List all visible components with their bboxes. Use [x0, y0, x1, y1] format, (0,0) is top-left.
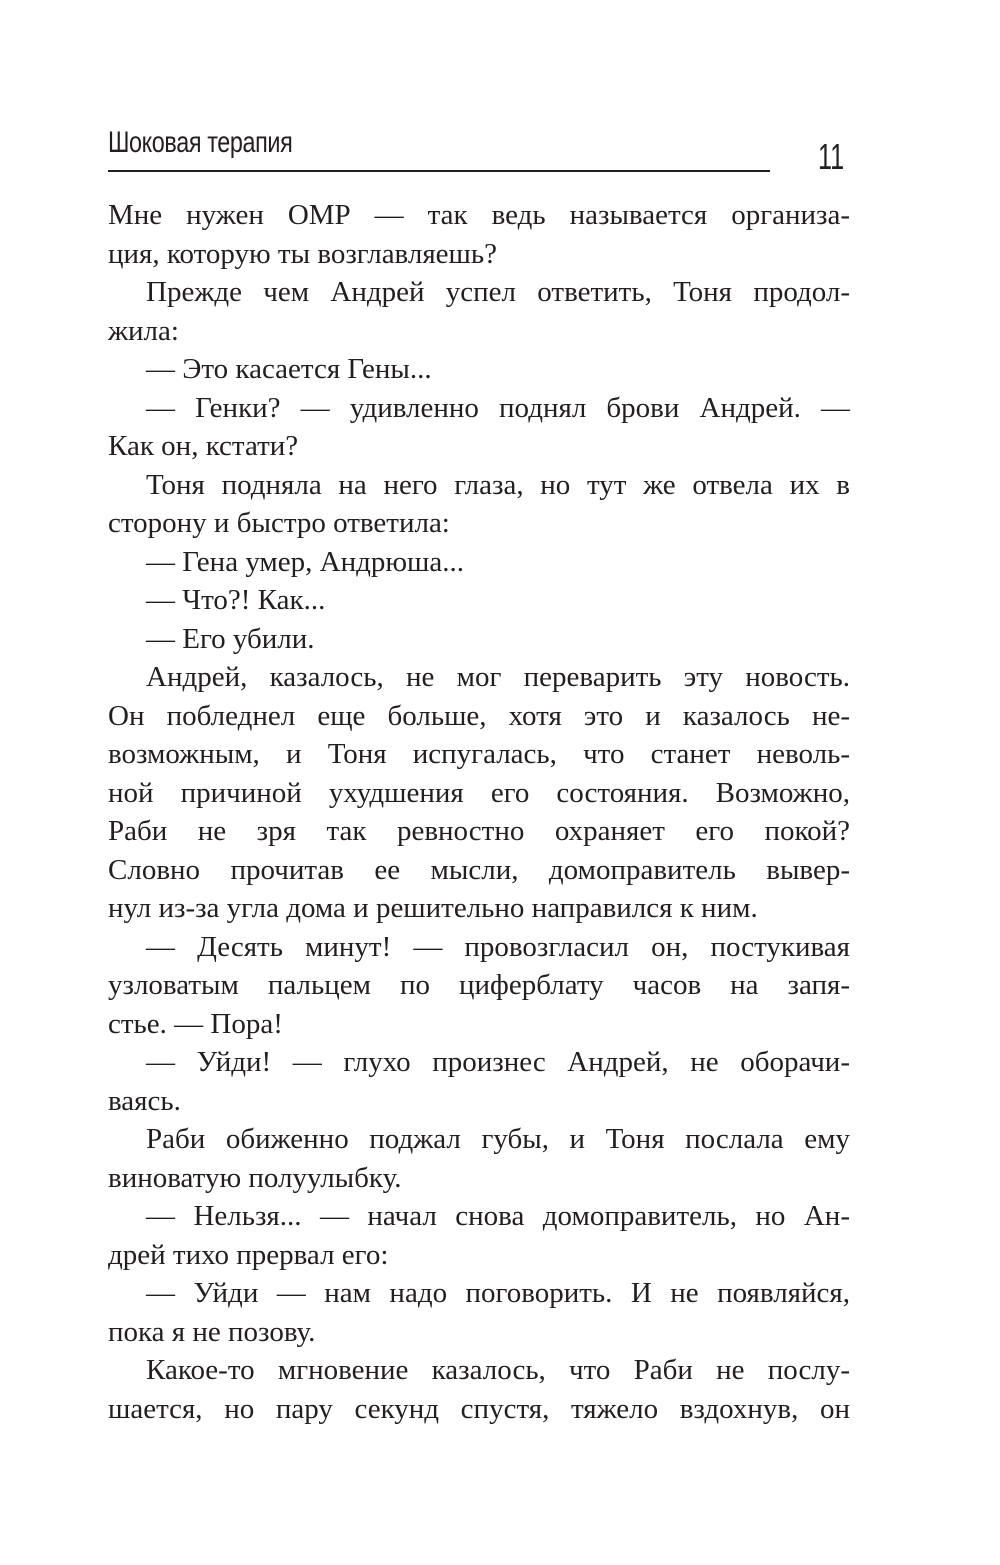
- body-text: [108, 196, 850, 1428]
- text-line: Он побледнел еще больше, хотя это и казалось не-: [108, 699, 850, 732]
- text-line: пока я не позову.: [108, 1315, 316, 1348]
- text-line: Прежде чем Андрей успел ответить, Тоня продол-: [146, 276, 850, 308]
- page-number: 11: [818, 136, 845, 177]
- running-header: [108, 126, 770, 172]
- text-line: — Его убили.: [146, 622, 315, 655]
- text-line: — Нельзя... — начал снова домоправитель, но Ан-: [146, 1200, 850, 1232]
- text-line: Раби не зря так ревностно охраняет его покой?: [108, 815, 850, 847]
- text-line: Словно прочитав ее мысли, домоправитель вывер-: [108, 853, 850, 886]
- text-line: — Это касается Гены...: [146, 353, 432, 385]
- text-line: ваясь.: [108, 1084, 181, 1117]
- text-line: — Гена умер, Андрюша...: [146, 545, 464, 578]
- text-line: Какое-то мгновение казалось, что Раби не послу-: [146, 1354, 850, 1386]
- text-line: узловатым пальцем по циферблату часов на запя-: [108, 969, 850, 1001]
- text-line: Раби обиженно поджал губы, и Тоня послала ему: [146, 1123, 850, 1155]
- text-line: нул из-за угла дома и решительно направился к ним.: [108, 892, 758, 924]
- text-line: — Уйди — нам надо поговорить. И не появляйся,: [146, 1277, 850, 1309]
- text-line: Андрей, казалось, не мог переварить эту новость.: [146, 661, 850, 693]
- running-title: Шоковая терапия: [108, 126, 293, 159]
- text-line: — Что?! Как...: [146, 584, 326, 616]
- text-line: возможным, и Тоня испугалась, что станет неволь-: [108, 738, 850, 770]
- text-line: — Десять минут! — провозгласил он, постукивая: [146, 930, 850, 963]
- text-line: жила:: [108, 314, 179, 347]
- text-line: виноватую полуулыбку.: [108, 1161, 402, 1194]
- text-line: — Генки? — удивленно поднял брови Андрей. —: [146, 391, 850, 424]
- text-line: Мне нужен ОМР — так ведь называется организа-: [108, 199, 850, 231]
- text-line: Как он, кстати?: [108, 430, 299, 462]
- text-line: ция, которую ты возглавляешь?: [108, 237, 497, 270]
- text-line: — Уйди! — глухо произнес Андрей, не оборачи-: [146, 1046, 850, 1078]
- text-line: шается, но пару секунд спустя, тяжело вздохнув, он: [108, 1392, 850, 1425]
- text-line: Тоня подняла на него глаза, но тут же отвела их в: [146, 468, 850, 501]
- text-line: ной причиной ухудшения его состояния. Возможно,: [108, 776, 850, 809]
- text-line: стье. — Пора!: [108, 1007, 283, 1040]
- text-line: сторону и быстро ответила:: [108, 507, 450, 539]
- text-line: дрей тихо прервал его:: [108, 1238, 389, 1271]
